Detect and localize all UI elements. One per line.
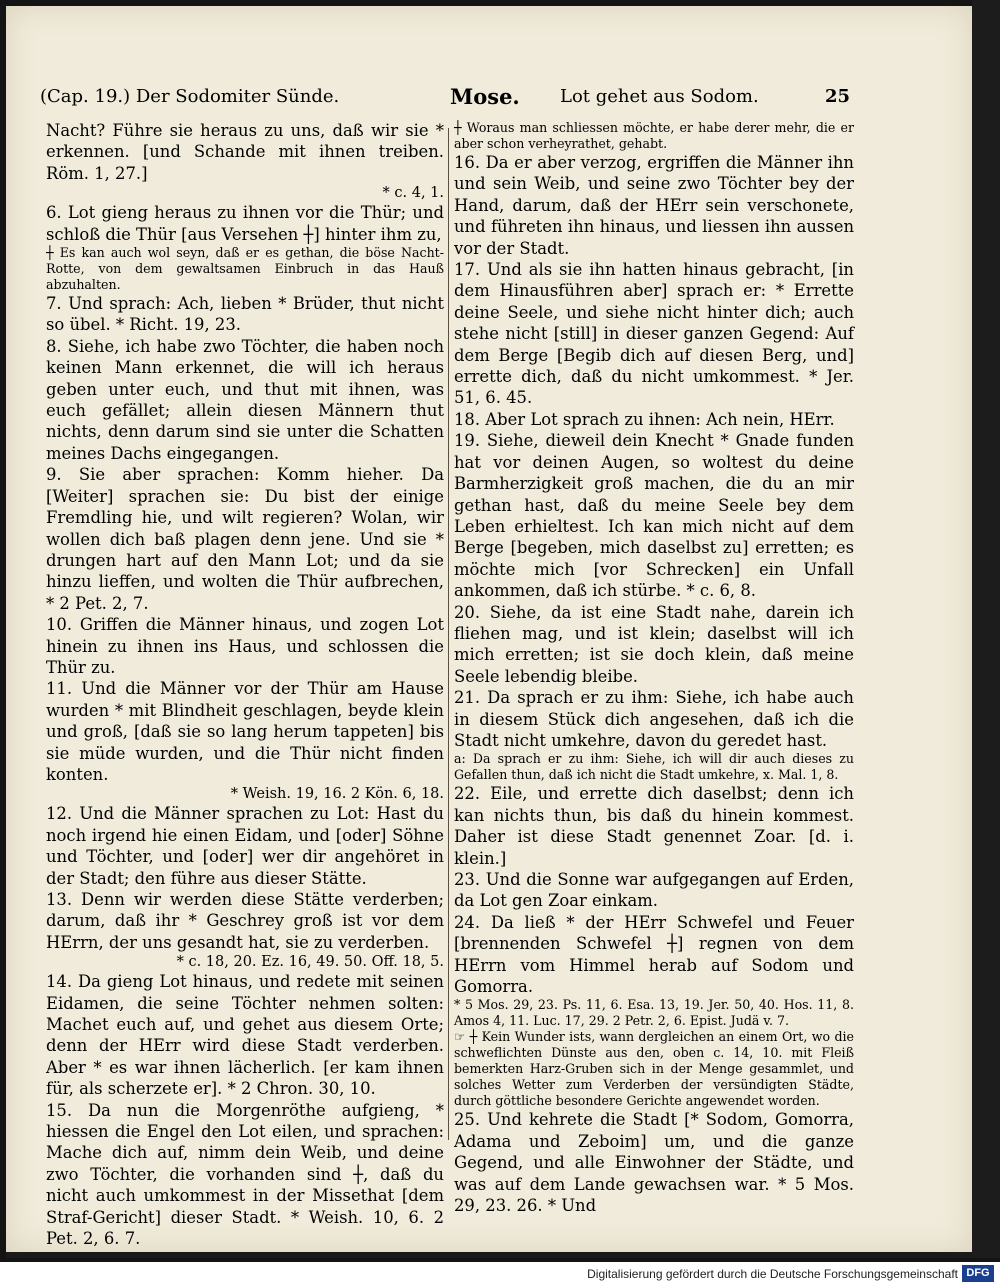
verse-paragraph: 14. Da gieng Lot hinaus, und redete mit seinen Eidamen, die seine Töchter nehmen solten: Machet euch auf, und gehet aus diesem Orte; denn der HErr wird diese Stadt verderben. Aber * es war ihnen lächerlich. [er kam ihnen für, als scherzete er]. * 2 Chron. 30, 10. (46, 972, 444, 1099)
cross-reference: * c. 18, 20. Ez. 16, 49. 50. Off. 18, 5. (176, 954, 444, 971)
header-book-name: Mose. (450, 84, 520, 109)
verse-paragraph: 11. Und die Männer vor der Thür am Hause wurden * mit Blindheit geschlagen, beyde klein und groß, [daß sie so lang herum tappeten] bis sie müde wurden, und die Thür nicht finden konten. (46, 679, 444, 784)
page-number: 25 (825, 86, 851, 107)
verse-paragraph: 20. Siehe, da ist eine Stadt nahe, darein ich fliehen mag, und ist klein; daselbst will ich mich erretten; ist sie doch klein, daß meine Seele lebendig bleibe. (454, 602, 854, 686)
footnote: ┼ Es kan auch wol seyn, daß er es gethan, die böse Nacht-Rotte, von dem gewaltsamen Einbruch in das Hauß abzuhalten. (46, 245, 444, 293)
verse-paragraph: 13. Denn wir werden diese Stätte verderben; darum, daß ihr * Geschrey groß ist vor dem HErrn, der uns gesandt hat, sie zu verderben. (46, 890, 444, 952)
verse-paragraph: 24. Da ließ * der HErr Schwefel und Feuer [brennenden Schwefel ┼] regnen von dem HErrn vom Himmel herab auf Sodom und Gomorra. (454, 912, 854, 997)
verse-paragraph: 23. Und die Sonne war aufgegangen auf Erden, da Lot gen Zoar einkam. (454, 870, 854, 911)
footer-credit: Digitalisierung gefördert durch die Deutsche Forschungsgemeinschaft (587, 1267, 958, 1281)
scan-border-bottom (6, 1252, 972, 1258)
verse-paragraph: 21. Da sprach er zu ihm: Siehe, ich habe auch in diesem Stück dich angesehen, daß ich die Stadt nicht umkehre, davon du geredet hast. (454, 688, 854, 750)
digitization-footer (0, 1262, 1000, 1287)
header-section-title: Lot gehet aus Sodom. (560, 86, 759, 107)
header-chapter-title: (Cap. 19.) Der Sodomiter Sünde. (40, 86, 340, 107)
verse-paragraph: 25. Und kehrete die Stadt [* Sodom, Gomorra, Adama und Zeboim] um, und die ganze Gegend, und alle Einwohner der Städte, und was auf dem Lande gewachsen war. * 5 Mos. 29, 23. 26. * Und (454, 1110, 854, 1216)
verse-paragraph: 16. Da er aber verzog, ergriffen die Männer ihn und sein Weib, und seine zwo Töchter bey der Hand, darum, daß der HErr sein verschonete, und führeten ihn hinaus, und liessen ihn aussen vor der Stadt. (454, 153, 854, 258)
dfg-logo: DFG (962, 1265, 994, 1282)
footnote: ☞ ┼ Kein Wunder ists, wann dergleichen an einem Ort, wo die schweflichten Dünste aus den, oben c. 14, 10. mit Fleiß bemerkten Harz-Gruben sich in der Menge gesammlet, und solches Wetter zum Verderben der versündigten Städte, durch göttliche besondere Gerichte angewendet worden. (454, 1029, 854, 1109)
verse-paragraph: 15. Da nun die Morgenröthe aufgieng, * hiessen die Engel den Lot eilen, und sprachen: Mache dich auf, nimm dein Weib, und deine zwo Töchter, die vorhanden sind ┼, daß du nicht auch umkommest in der Missethat [dem Straf-Gericht] dieser Stadt. * Weish. 10, 6. 2 Pet. 2, 6. 7. (46, 1100, 444, 1249)
footnote: a: Da sprach er zu ihm: Siehe, ich will dir auch dieses zu Gefallen thun, daß ich nicht die Stadt umkehre, x. Mal. 1, 8. (454, 751, 854, 783)
verse-paragraph: 19. Siehe, dieweil dein Knecht * Gnade funden hat vor deinen Augen, so woltest du deine Barmherzigkeit groß machen, die du an mir gethan hast, daß du meine Seele bey dem Leben erhieltest. Ich kan mich nicht auf dem Berge [begeben, mich daselbst zu] erretten; es möchte mich [vor Schrecken] ein Unfall ankommen, daß ich stürbe. * c. 6, 8. (454, 431, 854, 601)
running-header (40, 86, 940, 118)
verse-paragraph: 7. Und sprach: Ach, lieben * Brüder, thut nicht so übel. * Richt. 19, 23. (46, 294, 444, 335)
verse-paragraph: 10. Griffen die Männer hinaus, und zogen Lot hinein zu ihnen ins Haus, und schlossen die Thür zu. (46, 615, 444, 677)
scan-border-right (972, 0, 1000, 1258)
cross-reference: * c. 4, 1. (382, 185, 444, 202)
verse-paragraph: 18. Aber Lot sprach zu ihnen: Ach nein, HErr. (454, 409, 835, 429)
cross-reference: * Weish. 19, 16. 2 Kön. 6, 18. (230, 786, 444, 803)
verse-paragraph: 12. Und die Männer sprachen zu Lot: Hast du noch irgend hie einen Eidam, und [oder] Söhne und Töchter, und [oder] wer dir angehöret in der Stadt; den führe aus dieser Stätte. (46, 804, 444, 888)
footnote: * 5 Mos. 29, 23. Ps. 11, 6. Esa. 13, 19. Jer. 50, 40. Hos. 11, 8. Amos 4, 11. Luc. 17, 29. 2 Petr. 2, 6. Epist. Judä v. 7. (454, 997, 854, 1029)
footnote: ┼ Woraus man schliessen möchte, er habe derer mehr, die er aber schon verheyrathet, gehabt. (454, 120, 854, 151)
verse-paragraph: 9. Sie aber sprachen: Komm hieher. Da [Weiter] sprachen sie: Du bist der einige Fremdling hie, und wilt regieren? Wolan, wir wollen dich baß plagen denn jene. Und sie * drungen hart auf den Mann Lot; und da sie hinzu lieffen, und wolten die Thür aufbrechen, * 2 Pet. 2, 7. (46, 465, 444, 613)
column-divider (448, 128, 449, 1140)
right-text-column (454, 120, 854, 1216)
verse-paragraph: 8. Siehe, ich habe zwo Töchter, die haben noch keinen Mann erkennet, die will ich heraus geben unter euch, und thut mit ihnen, was euch gefället; allein diesen Männern thut nichts, denn darum sind sie unter die Schatten meines Dachs eingegangen. (46, 336, 444, 463)
verse-paragraph: 6. Lot gieng heraus zu ihnen vor die Thür; und schloß die Thür [aus Versehen ┼] hinter ihm zu, (46, 203, 444, 244)
verse-paragraph: 17. Und als sie ihn hatten hinaus gebracht, [in dem Hinausführen aber] sprach er: * Errette deine Seele, und siehe nicht hinter dich; auch stehe nicht [still] in dieser ganzen Gegend: Auf dem Berge [Begib dich auf diesen Berg, und] errette dich, daß du nicht umkommest. * Jer. 51, 6. 45. (454, 260, 854, 408)
verse-paragraph: 22. Eile, und errette dich daselbst; denn ich kan nichts thun, bis daß du hinein kommest. Daher ist diese Stadt genennet Zoar. [d. i. klein.] (454, 784, 854, 868)
left-text-column (46, 120, 444, 1250)
verse-paragraph: Nacht? Führe sie heraus zu uns, daß wir sie * erkennen. [und Schande mit ihnen treiben. Röm. 1, 27.] (46, 121, 444, 183)
